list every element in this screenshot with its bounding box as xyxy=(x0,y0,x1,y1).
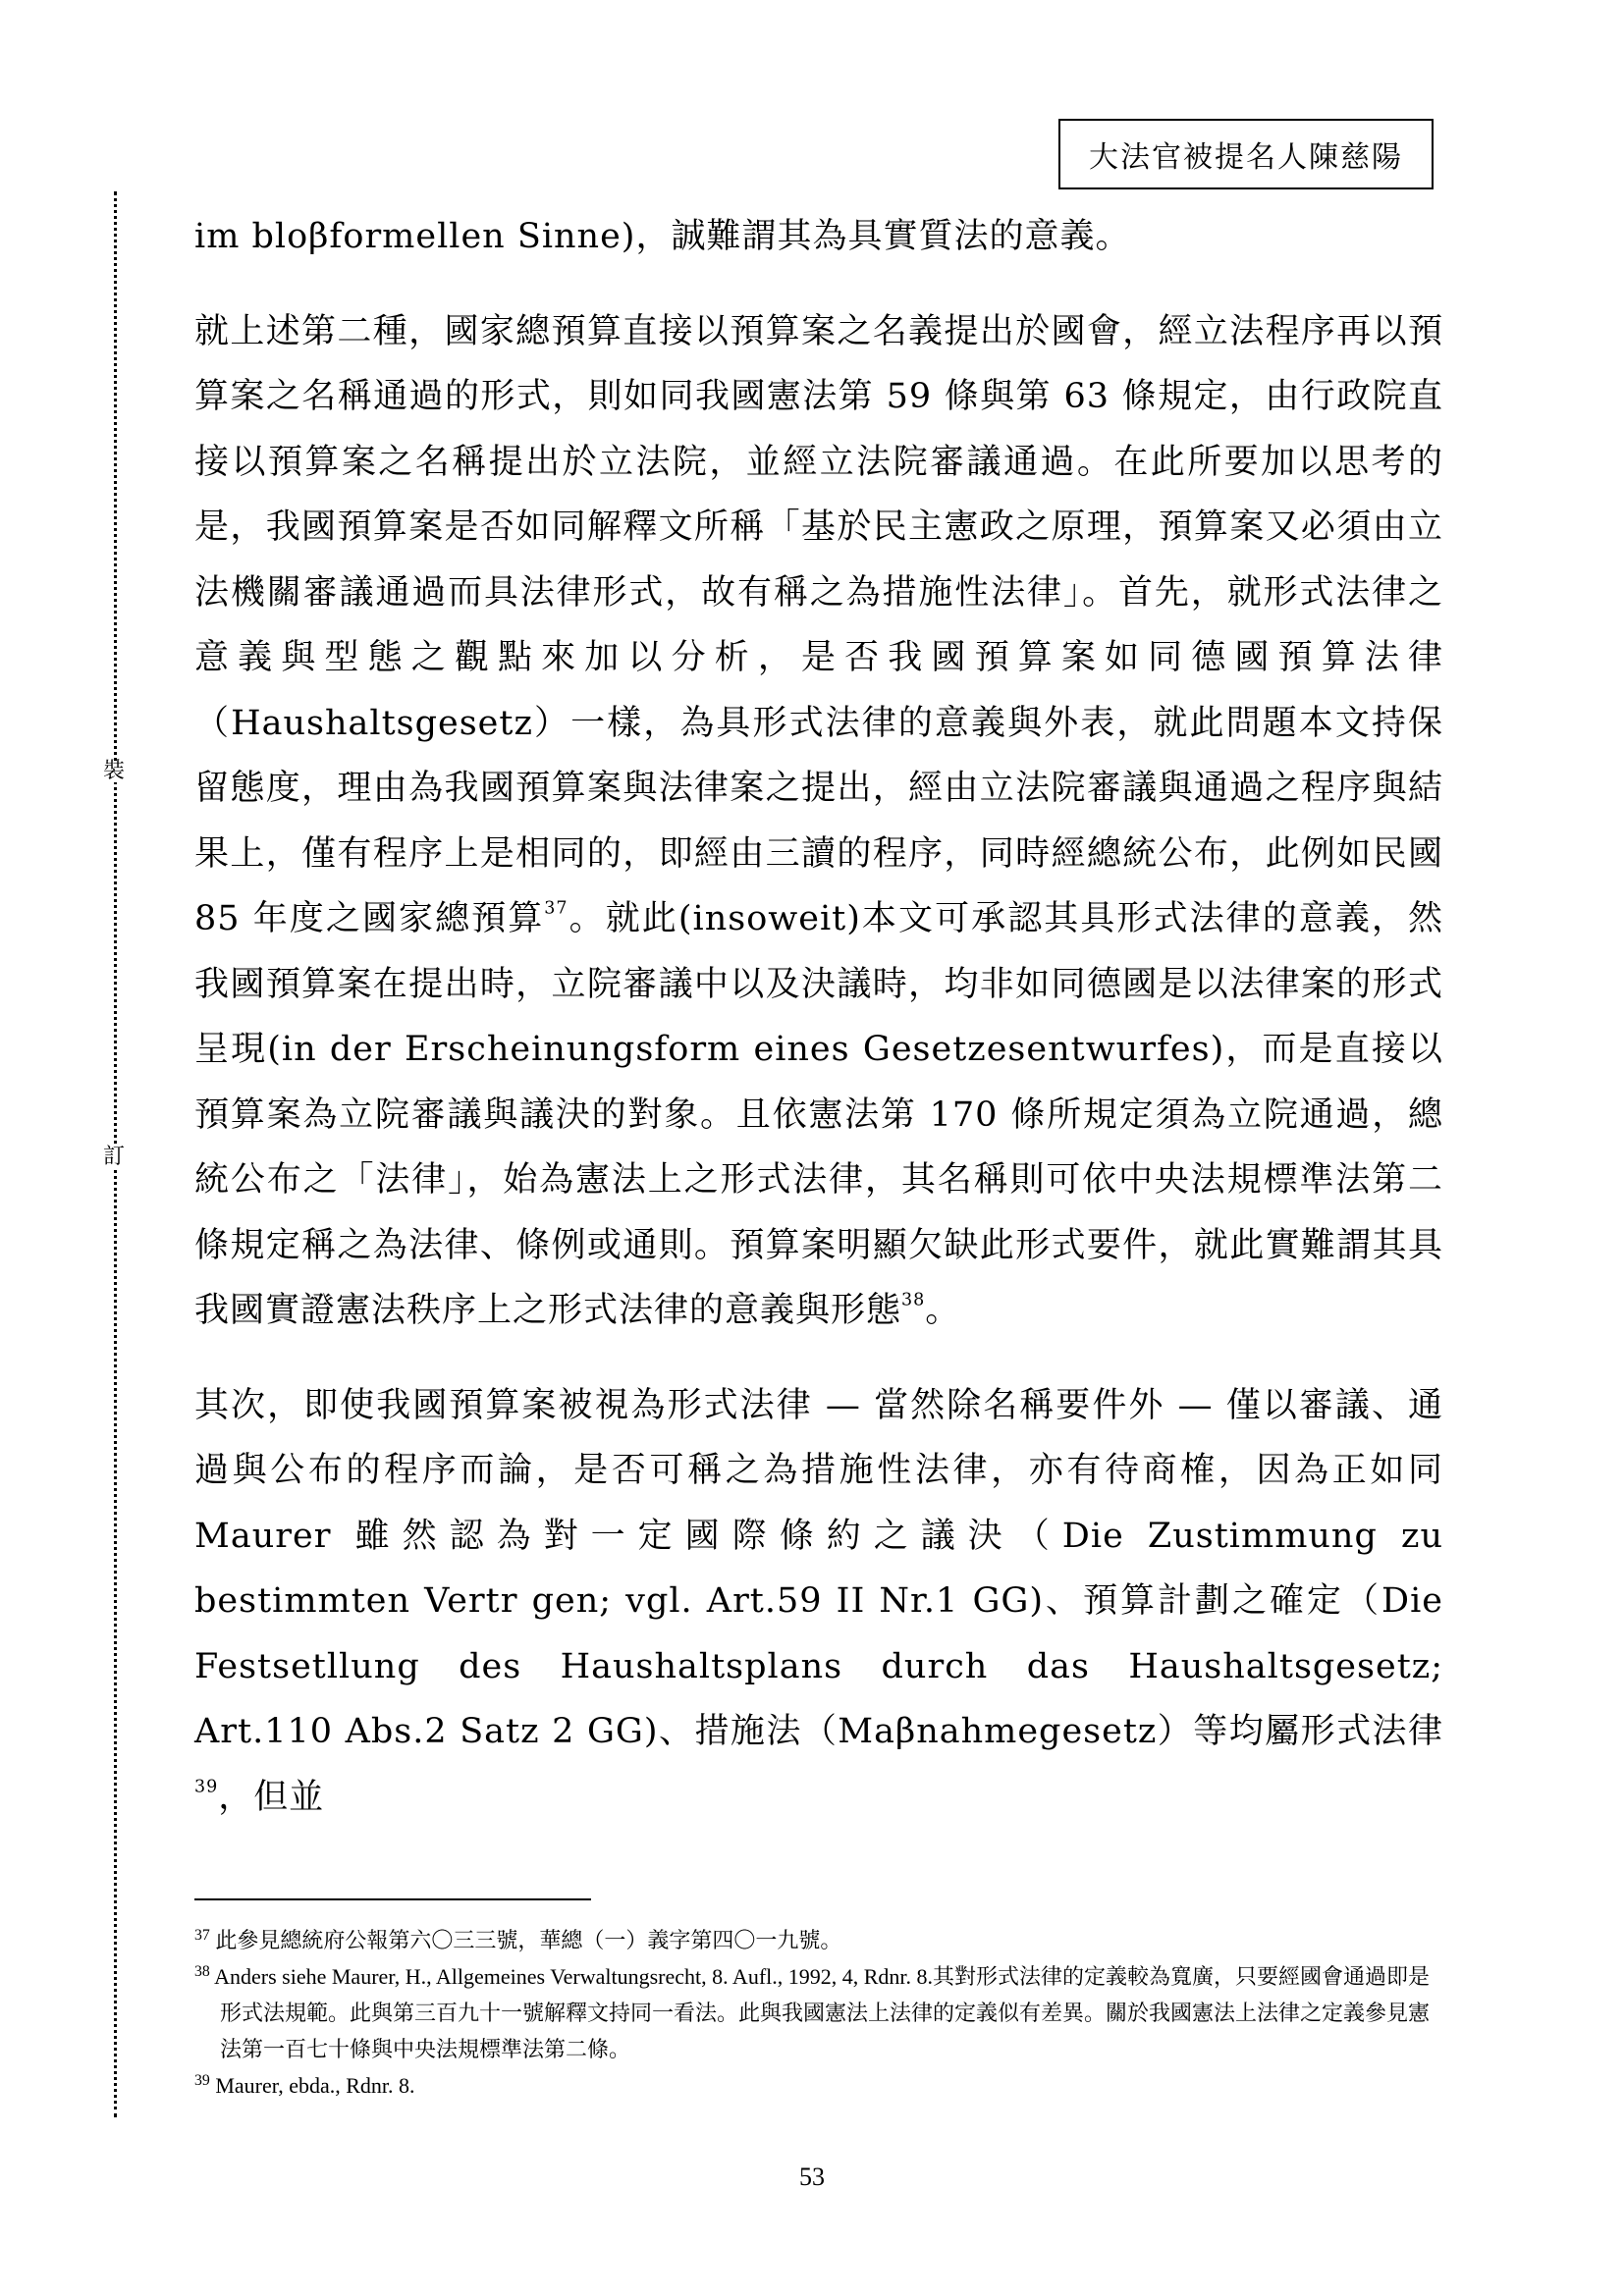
paragraph-3: 其次，即使我國預算案被視為形式法律 — 當然除名稱要件外 — 僅以審議、通過與公布的程序而論，是否可稱之為措施性法律，亦有待商榷，因為正如同 Maurer 雖然認為對一定國際條約之議決（Die Zustimmung zu bestimmten Vertr gen; vgl. Art.59 II Nr.1 GG)、預算計劃之確定（Die Festsetllung des Haushaltsplans durch das Haushaltsgesetz; Art.110 Abs.2 Satz 2 GG)、措施法（Maβnahmegesetz）等均屬形式法律$^{39}$，但並 xyxy=(194,1385,1443,1817)
binding-label-top: 裝 xyxy=(98,761,130,782)
footnote-37 xyxy=(194,1922,1443,1958)
header-title: 大法官被提名人陳慈陽 xyxy=(1089,140,1403,175)
footnote-number: 39 xyxy=(194,2072,210,2090)
footnote-text: Maurer, ebda., Rdnr. 8. xyxy=(215,2073,415,2098)
footnote-number: 37 xyxy=(194,1927,210,1945)
paragraph-1: im bloβformellen Sinne)，誠難謂其為具實質法的意義。 xyxy=(194,217,1131,256)
body-text xyxy=(194,204,1443,1830)
footnote-number: 38 xyxy=(194,1963,210,1981)
footnote-text: 此參見總統府公報第六〇三三號，華總（一）義字第四〇一九號。 xyxy=(215,1928,842,1952)
footnote-ref-39[interactable]: 39 xyxy=(194,1776,219,1796)
footnotes xyxy=(194,1922,1443,2104)
footnote-text: Anders siehe Maurer, H., Allgemeines Verwaltungsrecht, 8. Aufl., 1992, 4, Rdnr. 8.其對形式法律的定義較為寬廣，只要經國會通過即是形式法規範。此與第三百九十一號解釋文持同一看法。此與我國憲法上法律的定義似有差異。關於我國憲法上法律之定義參見憲法第一百七十條與中央法規標準法第二條。 xyxy=(214,1964,1431,2061)
binding-label-bottom: 訂 xyxy=(98,1147,130,1168)
footnote-ref-38[interactable]: 38 xyxy=(901,1290,926,1310)
header-title-box xyxy=(1058,119,1434,189)
page-number: 53 xyxy=(799,2163,825,2191)
footnote-separator xyxy=(194,1898,591,1900)
footnote-38 xyxy=(194,1958,1443,2067)
paragraph-2: 就上述第二種，國家總預算直接以預算案之名義提出於國會，經立法程序再以預算案之名稱通過的形式，則如同我國憲法第 59 條與第 63 條規定，由行政院直接以預算案之名稱提出於立法院，並經立法院審議通過。在此所要加以思考的是，我國預算案是否如同解釋文所稱「基於民主憲政之原理，預算案又必須由立法機關審議通過而具法律形式，故有稱之為措施性法律」。首先，就形式法律之意義與型態之觀點來加以分析，是否我國預算案如同德國預算法律（Haushaltsgesetz）一樣，為具形式法律的意義與外表，就此問題本文持保留態度，理由為我國預算案與法律案之提出，經由立法院審議與通過之程序與結果上，僅有程序上是相同的，即經由三讀的程序，同時經總統公布，此例如民國 85 年度之國家總預算$^{37}$。就此(insoweit)本文可承認其具形式法律的意義，然我國預算案在提出時，立院審議中以及決議時，均非如同德國是以法律案的形式呈現(in der Erscheinungsform eines Gesetzesentwurfes)，而是直接以預算案為立院審議與議決的對象。且依憲法第 170 條所規定須為立院通過，總統公布之「法律」，始為憲法上之形式法律，其名稱則可依中央法規標準法第二條規定稱之為法律、條例或通則。預算案明顯欠缺此形式要件，就此實難謂其具我國實證憲法秩序上之形式法律的意義與形態$^{38}$。 xyxy=(194,311,1443,1330)
footnote-ref-37[interactable]: 37 xyxy=(544,898,568,919)
footnote-39 xyxy=(194,2067,1443,2104)
